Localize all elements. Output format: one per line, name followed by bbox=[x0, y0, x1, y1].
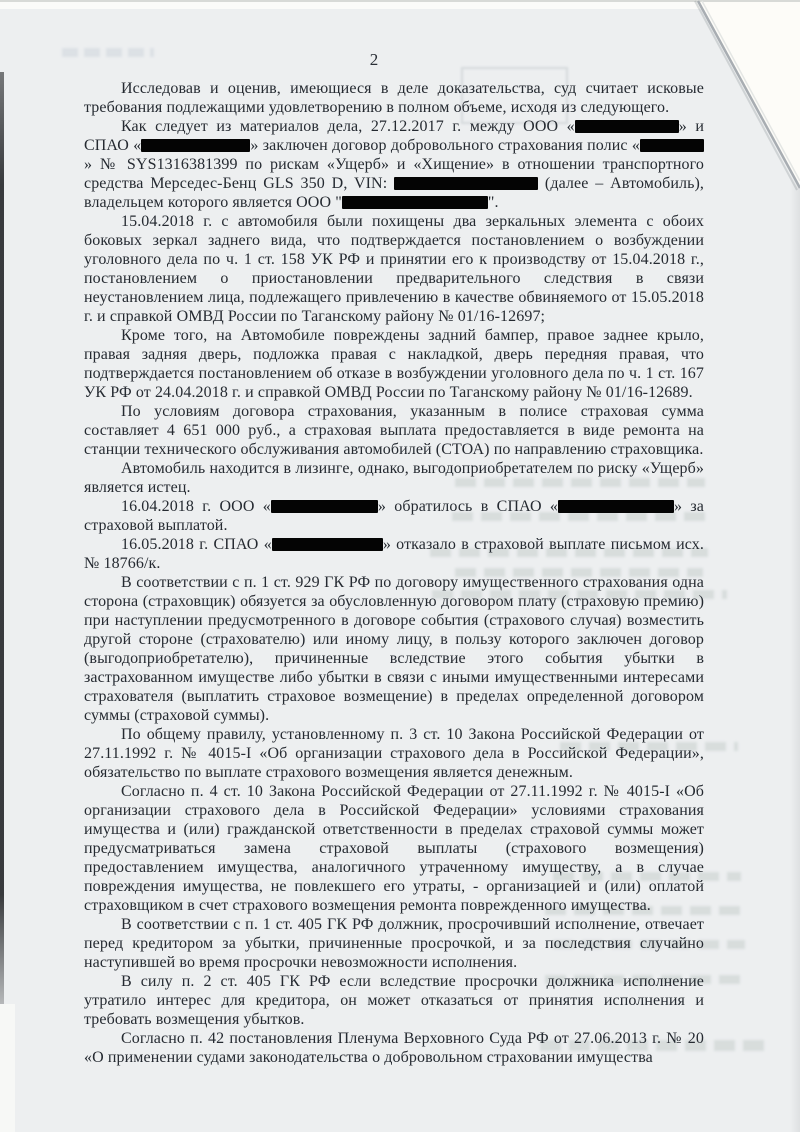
redaction-bar bbox=[558, 500, 674, 513]
paragraph: В соответствии с п. 1 ст. 929 ГК РФ по договору имущественного страхования одна сторона (страховщик) обязуется за обусловленную договором плату (страховую премию) при наступлении предусмотренного в договоре события (страхового случая) возместить другой стороне (страхователю) или иному лицу, в пользу которого заключен договор (выгодоприобретателю), причиненные вследствие этого события убытки в застрахованном имуществе либо убытки в связи с иными имущественными интересами страхователя (выплатить страховое возмещение) в пределах определенной договором суммы (страховой суммы). bbox=[84, 574, 704, 724]
scan-right-edge-shade bbox=[790, 160, 800, 1132]
paragraph: 15.04.2018 г. с автомобиля были похищены два зеркальных элемента с обоих боковых зеркал заднего вида, что подтверждается постановлением о возбуждении уголовного дела по ч. 1 ст. 158 УК РФ и принятии его к производству от 15.04.2018 г., постановлением о приостановлении предварительного следствия в связи неустановлением лица, подлежащего привлечению в качестве обвиняемого от 15.05.2018 г. и справкой ОМВД России по Таганскому району № 01/16-12697; bbox=[84, 213, 704, 325]
paragraph: Как следует из материалов дела, 27.12.2017 г. между ООО « » и СПАО « » заключен договор добровольного страхования полис «» № SYS1316381399 по рискам «Ущерб» и «Хищение» в отношении транспортного средства Мерседес-Бенц GLS 350 D, VIN: (далее – Автомобиль), владельцем которого является ООО " ". bbox=[84, 118, 704, 211]
paragraph: 16.05.2018 г. СПАО « » отказало в страховой выплате письмом исх. № 18766/к. bbox=[84, 536, 704, 572]
redaction-bar bbox=[575, 120, 679, 133]
paragraph: По условиям договора страхования, указанным в полисе страховая сумма составляет 4 651 000 руб., а страховая выплата предоставляется в виде ремонта на станции технического обслуживания автомобилей (СТОА) по направлению страховщика. bbox=[84, 403, 704, 458]
redaction-bar bbox=[394, 177, 538, 190]
redaction-bar bbox=[342, 196, 488, 209]
paragraph: 16.04.2018 г. ООО « » обратилось в СПАО « » за страховой выплатой. bbox=[84, 498, 705, 534]
scan-bottom-left-edge bbox=[0, 1004, 15, 1132]
paragraph: По общему правилу, установленному п. 3 ст. 10 Закона Российской Федерации от 27.11.1992 г. № 4015-I «Об организации страхового дела в Российской Федерации», обязательство по выплате страхового возмещения является денежным. bbox=[84, 726, 704, 781]
paragraph: Кроме того, на Автомобиле повреждены задний бампер, правое заднее крыло, правая задняя дверь, подложка правая с накладкой, дверь передняя правая, что подтверждается постановлением об отказе в возбуждении уголовного дела по ч. 1 ст. 167 УК РФ от 24.04.2018 г. и справкой ОМВД России по Таганскому району № 01/16-12689. bbox=[84, 327, 704, 401]
folded-page-corner bbox=[688, 0, 800, 192]
scan-top-edge bbox=[0, 0, 800, 9]
paragraph: Автомобиль находится в лизинге, однако, выгодоприобретателем по риску «Ущерб» является истец. bbox=[84, 460, 704, 496]
document-text bbox=[84, 79, 704, 1067]
redaction-bar bbox=[141, 139, 250, 152]
paragraph: Исследовав и оценив, имеющиеся в деле доказательства, суд считает исковые требования подлежащими удовлетворению в полном объеме, исходя из следующего. bbox=[84, 80, 704, 116]
page-number: 2 bbox=[369, 50, 379, 69]
paragraph: Согласно п. 4 ст. 10 Закона Российской Федерации от 27.11.1992 г. № 4015-I «Об организации страхового дела в Российской Федерации» условиями страхования имущества и (или) гражданской ответственности в пределах страховой суммы может предусматриваться замена страховой выплаты (страхового возмещения) предоставлением имущества, аналогичного утраченному имуществу, а в случае повреждения имущества, не повлекшего его утраты, - организацией и (или) оплатой страховщиком в счет страхового возмещения ремонта поврежденного имущества. bbox=[84, 783, 704, 914]
redaction-bar bbox=[640, 139, 704, 152]
redaction-bar bbox=[272, 538, 383, 551]
paragraph: В соответствии с п. 1 ст. 405 ГК РФ должник, просрочивший исполнение, отвечает перед кредитором за убытки, причиненные просрочкой, и за последствия случайно наступившей во время просрочки невозможности исполнения. bbox=[84, 916, 704, 971]
redaction-bar bbox=[271, 500, 378, 513]
paragraph: Согласно п. 42 постановления Пленума Верховного Суда РФ от 27.06.2013 г. № 20 «О применении судами законодательства о добровольном страховании имущества bbox=[84, 1030, 704, 1066]
paragraph: В силу п. 2 ст. 405 ГК РФ если вследствие просрочки должника исполнение утратило интерес для кредитора, он может отказаться от принятия исполнения и требовать возмещения убытков. bbox=[84, 973, 704, 1028]
scan-left-edge-shadow bbox=[0, 72, 4, 1007]
